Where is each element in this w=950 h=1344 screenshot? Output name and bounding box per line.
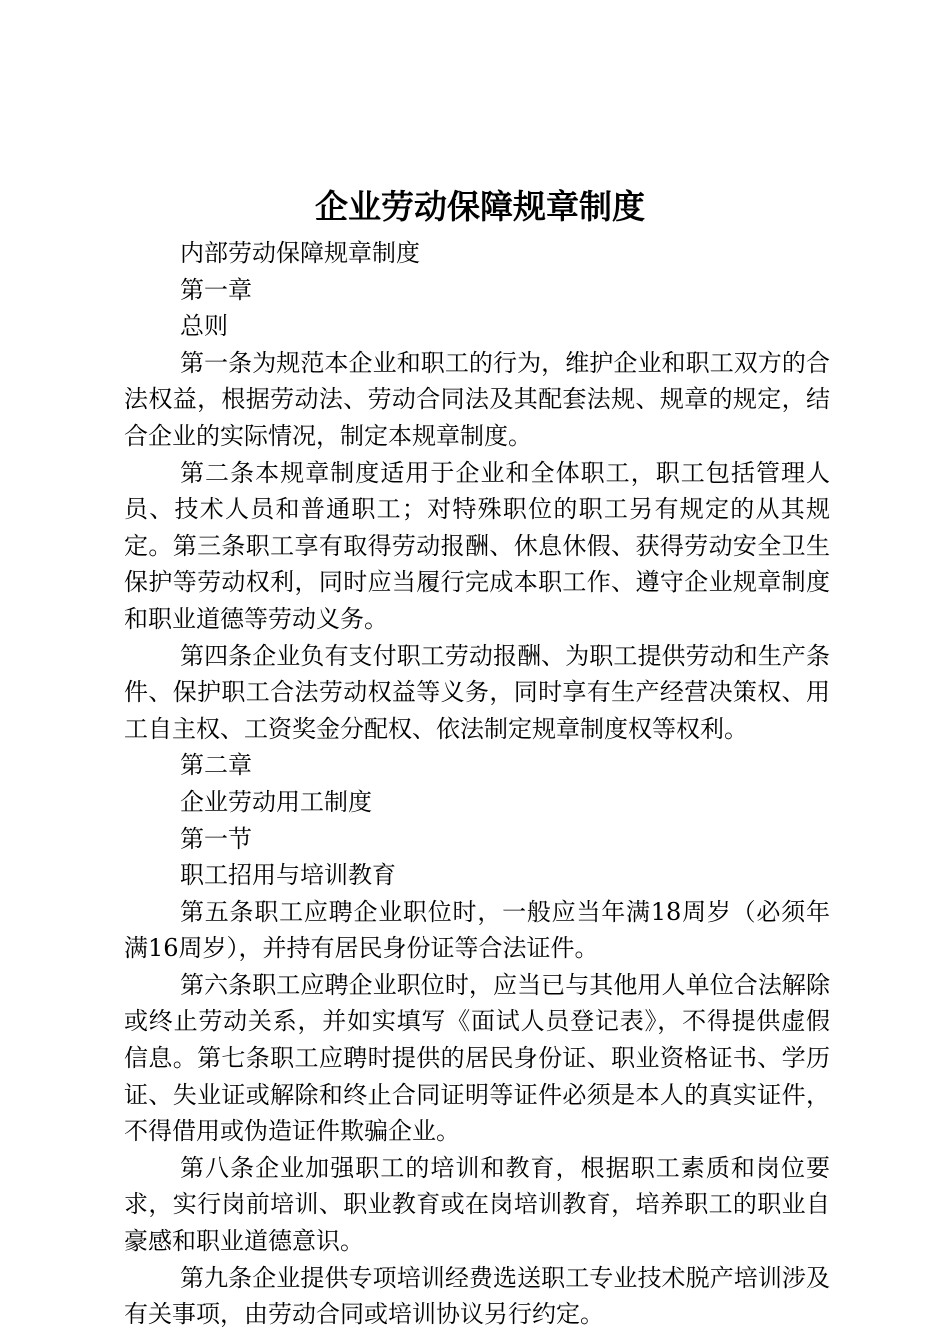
article-paragraph: 第一条为规范本企业和职工的行为，维护企业和职工双方的合法权益，根据劳动法、劳动合同法及其配套法规、规章的规定，结合企业的实际情况，制定本规章制度。 [124,348,830,450]
chapter-heading: 第二章 [180,751,252,780]
paragraph-subtitle: 内部劳动保障规章制度 [180,239,420,267]
document-body [124,235,830,1333]
chapter-title: 企业劳动用工制度 [180,787,372,816]
article-paragraph: 第二条本规章制度适用于企业和全体职工，职工包括管理人员、技术人员和普通职工；对特殊职位的职工另有规定的从其规定。第三条职工享有取得劳动报酬、休息休假、获得劳动安全卫生保护等劳动权利，同时应当履行完成本职工作、遵守企业规章制度和职业道德等劳动义务。 [124,458,830,633]
article-paragraph: 第六条职工应聘企业职位时，应当已与其他用人单位合法解除或终止劳动关系，并如实填写《面试人员登记表》，不得提供虚假信息。第七条职工应聘时提供的居民身份证、职业资格证书、学历证、失业证或解除和终止合同证明等证件必须是本人的真实证件，不得借用或伪造证件欺骗企业。 [124,970,830,1146]
document-title: 企业劳动保障规章制度 [315,187,645,226]
chapter-heading: 第一章 [180,275,252,304]
article-paragraph: 第五条职工应聘企业职位时，一般应当年满18周岁（必须年满16周岁），并持有居民身份证等合法证件。 [124,897,830,963]
section-heading: 第一节 [180,824,252,853]
article-paragraph: 第九条企业提供专项培训经费选送职工专业技术脱产培训涉及有关事项，由劳动合同或培训协议另行约定。 [124,1263,830,1329]
section-title: 职工招用与培训教育 [180,861,396,890]
article-paragraph: 第八条企业加强职工的培训和教育，根据职工素质和岗位要求，实行岗前培训、职业教育或在岗培训教育，培养职工的职业自豪感和职业道德意识。 [124,1153,830,1256]
chapter-title: 总则 [180,312,228,341]
article-paragraph: 第四条企业负有支付职工劳动报酬、为职工提供劳动和生产条件、保护职工合法劳动权益等义务，同时享有生产经营决策权、用工自主权、工资奖金分配权、依法制定规章制度权等权利。 [124,641,830,743]
